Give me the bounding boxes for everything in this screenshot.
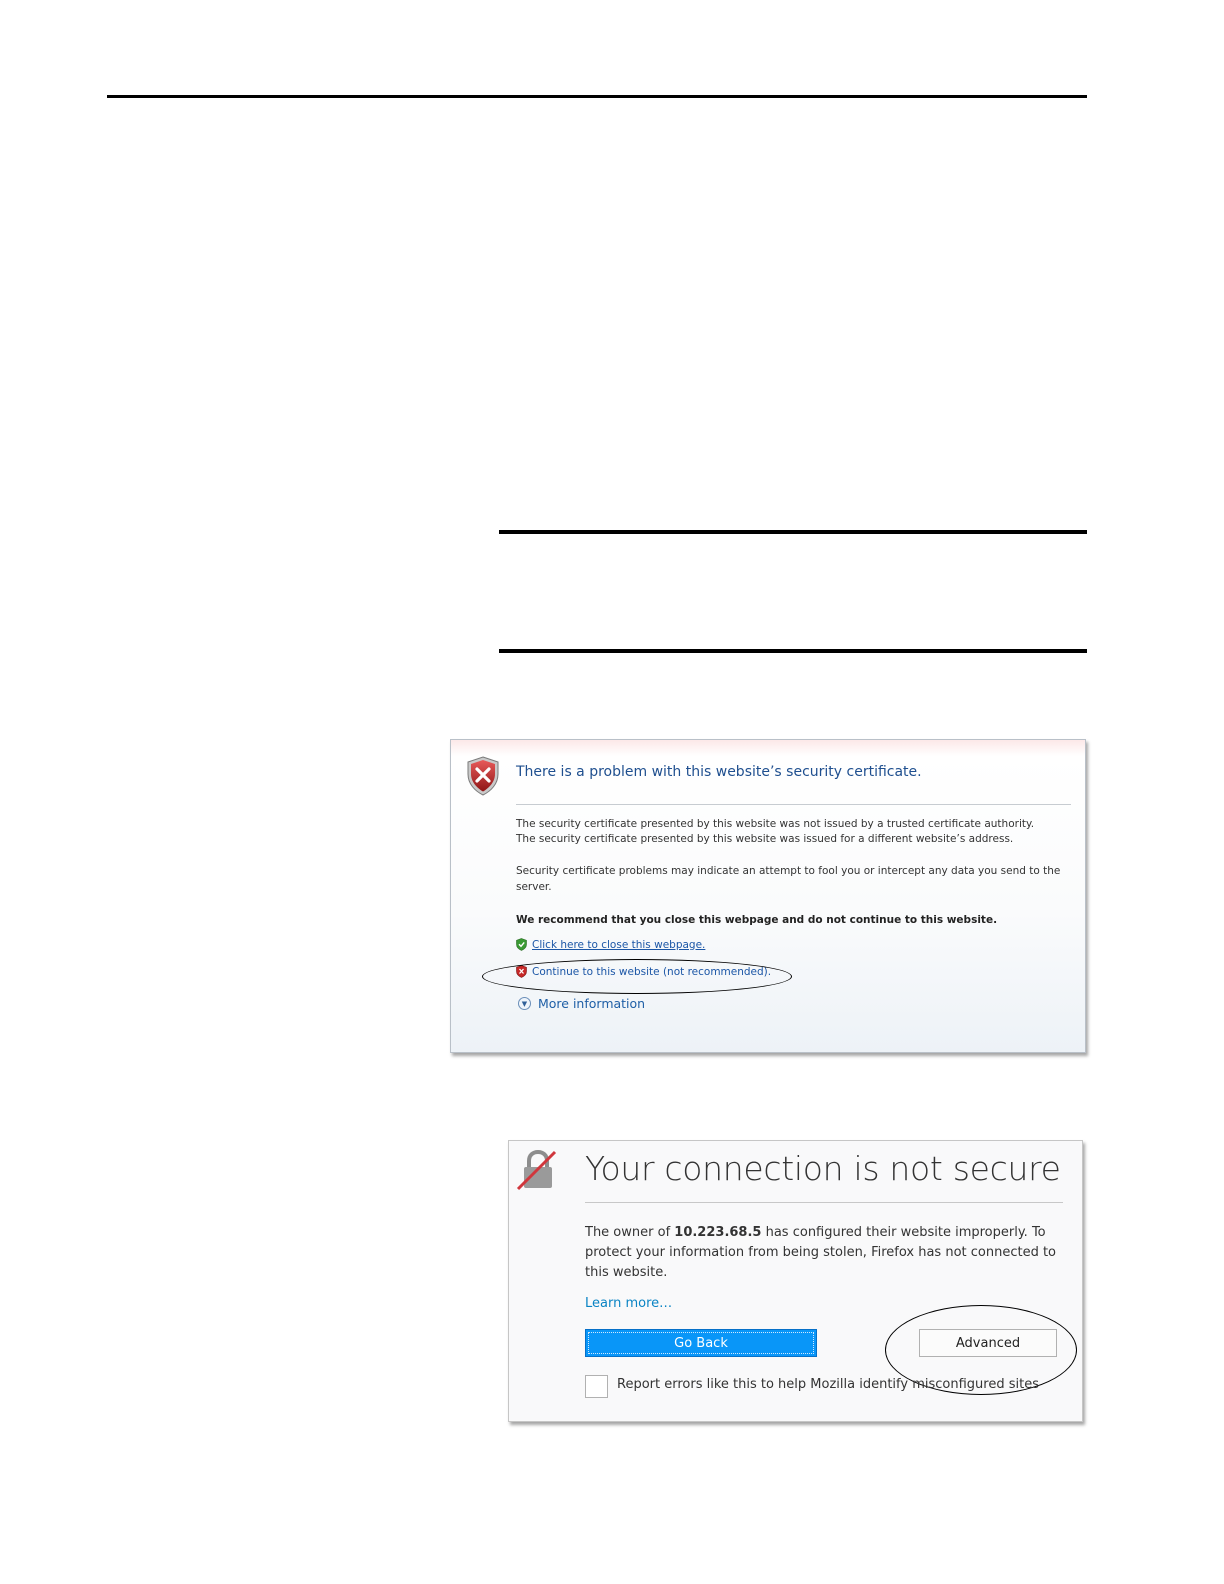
firefox-insecure-connection-screenshot [508,1140,1083,1422]
ie-divider [516,804,1071,805]
note-rule-top [499,530,1087,534]
more-information-toggle[interactable] [518,996,645,1011]
expand-chevron-icon: ▼ [518,997,531,1010]
red-shield-icon [516,965,527,978]
ie-warning-line-1: Security certificate problems may indicate an attempt to fool you or intercept any data you send to the [516,865,1061,877]
ie-certificate-error-screenshot [450,739,1086,1053]
ie-error-title: There is a problem with this website’s security certificate. [516,764,922,780]
close-webpage-link[interactable]: Click here to close this webpage. [532,938,706,951]
ie-reason-1: The security certificate presented by this website was not issued by a trusted certificate authority. [516,818,1035,830]
ff-divider [585,1202,1063,1203]
ie-warning-line-2: server. [516,881,552,893]
note-rule-bottom [499,649,1087,653]
ie-reason-2: The security certificate presented by this website was issued for a different website’s address. [516,833,1014,845]
ff-desc-prefix: The owner of [585,1225,675,1240]
ff-description [585,1223,1067,1283]
learn-more-link[interactable]: Learn more… [585,1296,673,1311]
continue-website-row[interactable] [516,965,771,978]
broken-lock-icon [515,1149,557,1191]
more-information-label: More information [538,996,646,1011]
ff-error-title: Your connection is not secure [585,1149,1061,1188]
top-rule [107,95,1087,98]
advanced-button[interactable]: Advanced [919,1329,1057,1357]
green-shield-icon [516,938,527,951]
continue-website-link[interactable]: Continue to this website (not recommended). [532,965,772,978]
ff-desc-suffix: has configured their website improperly. To protect your information from being stolen, Firefox has not connected to this website. [585,1225,1057,1280]
ie-recommendation: We recommend that you close this webpage and do not continue to this website. [516,914,998,926]
ff-host: 10.223.68.5 [674,1225,762,1240]
report-errors-checkbox[interactable] [585,1375,608,1398]
close-webpage-row[interactable] [516,938,705,951]
error-shield-icon [466,756,500,796]
go-back-button[interactable]: Go Back [585,1329,817,1357]
report-errors-label: Report errors like this to help Mozilla identify misconfigured sites [617,1377,1039,1392]
